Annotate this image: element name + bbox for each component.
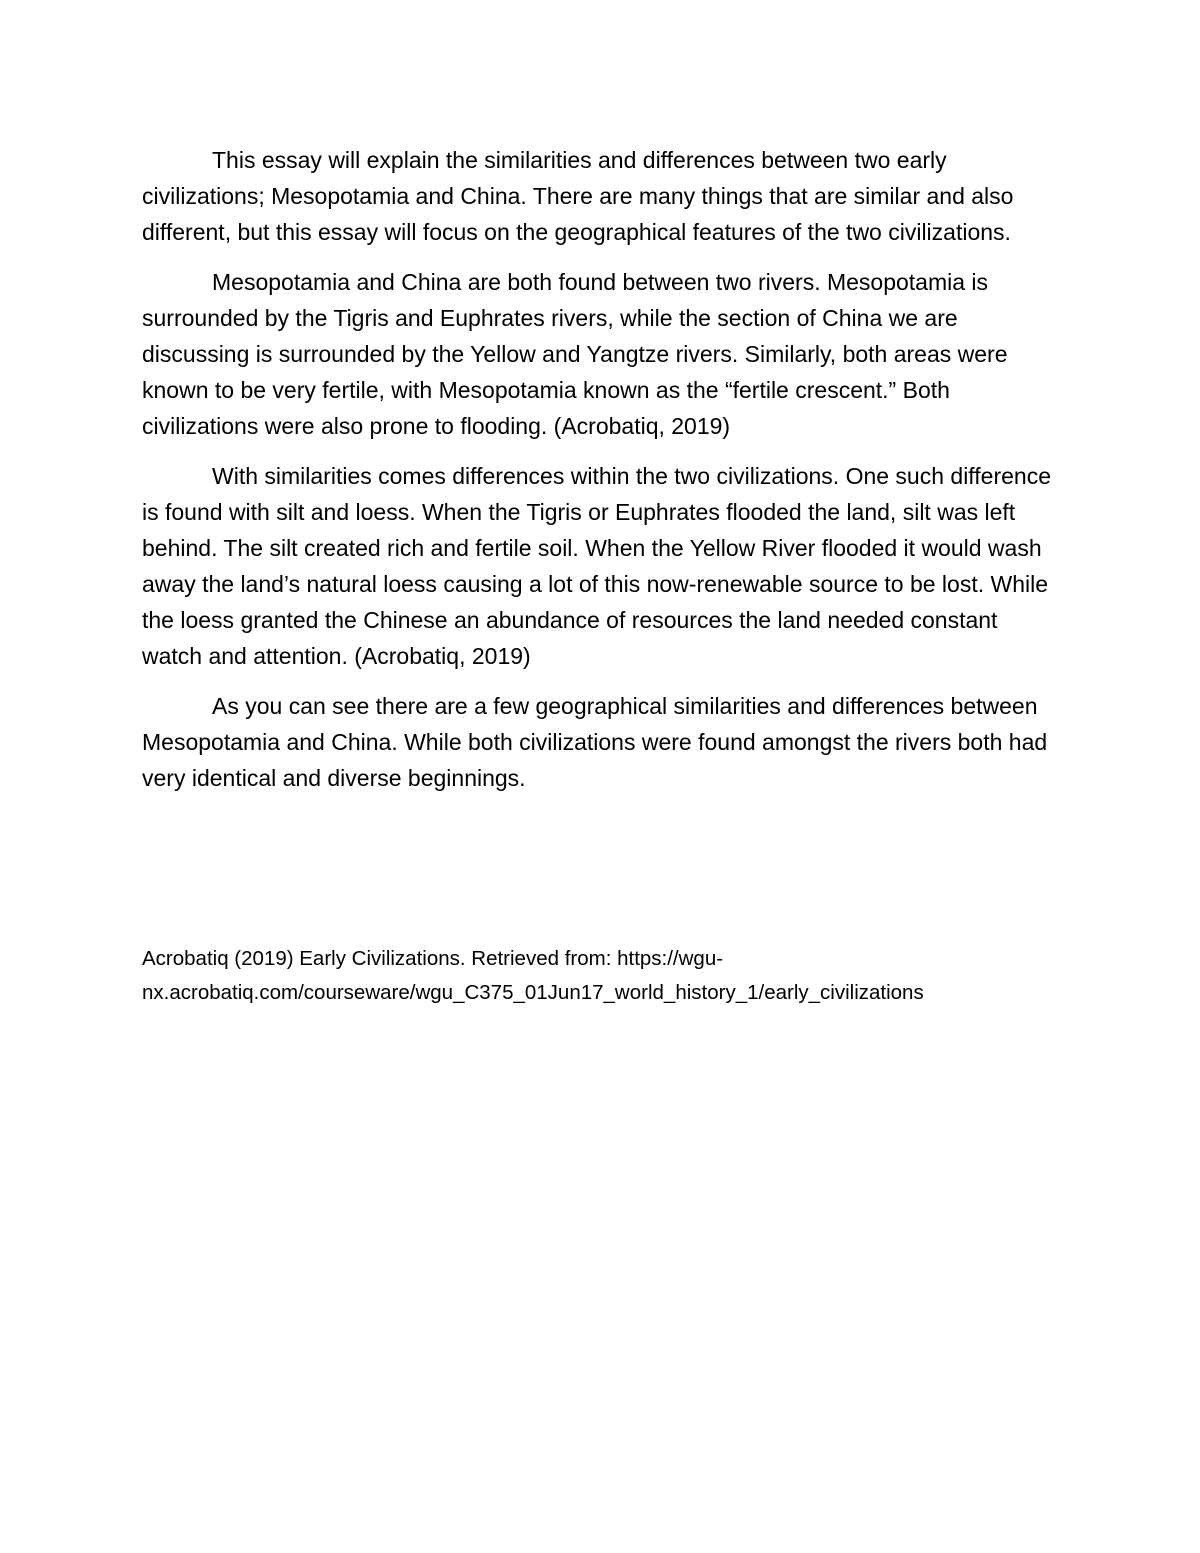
reference-line-2: nx.acrobatiq.com/courseware/wgu_C375_01Jun17_world_history_1/early_civilizations bbox=[142, 981, 924, 1004]
paragraph-conclusion: As you can see there are a few geographical similarities and differences between Mesopotamia and China. While both civilizations were found amongst the rivers both had very identical and diverse beginnings. bbox=[142, 693, 1048, 791]
paragraph-rivers: Mesopotamia and China are both found between two rivers. Mesopotamia is surrounded by the Tigris and Euphrates rivers, while the section of China we are discussing is surrounded by the Yellow and Yangtze rivers. Similarly, both areas were known to be very fertile, with Mesopotamia known as the “fertile crescent.” Both civilizations were also prone to flooding. (Acrobatiq, 2019) bbox=[142, 269, 1008, 439]
paragraph-silt-loess: With similarities comes differences within the two civilizations. One such difference is found with silt and loess. When the Tigris or Euphrates flooded the land, silt was left behind. The silt created rich and fertile soil. When the Yellow River flooded it would wash away the land’s natural loess causing a lot of this now-renewable source to be lost. While the loess granted the Chinese an abundance of resources the land needed constant watch and attention. (Acrobatiq, 2019) bbox=[142, 463, 1051, 669]
essay-body bbox=[142, 142, 1060, 810]
reference-line-1: Acrobatiq (2019) Early Civilizations. Retrieved from: https://wgu- bbox=[142, 947, 724, 970]
paragraph-introduction: This essay will explain the similarities and differences between two early civilizations; Mesopotamia and China. There are many things that are similar and also different, but this essay will focus on the geographical features of the two civilizations. bbox=[142, 147, 1014, 245]
reference-citation bbox=[142, 942, 1042, 1010]
